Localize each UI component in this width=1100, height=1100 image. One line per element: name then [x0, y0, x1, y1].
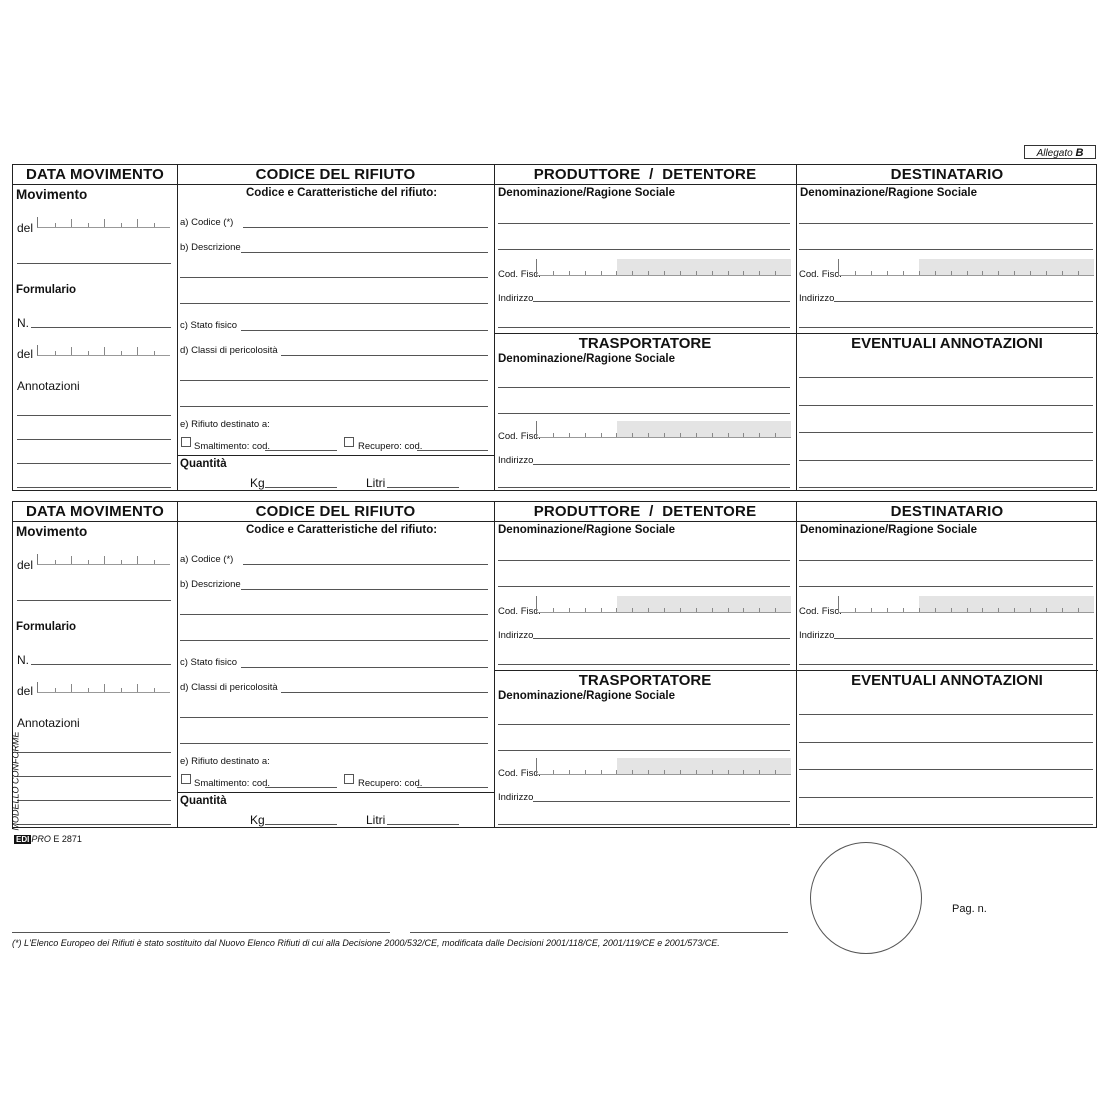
smaltimento-checkbox[interactable]: [181, 437, 191, 447]
trasportatore-indirizzo-field[interactable]: [533, 464, 790, 465]
produttore-indirizzo-label: Indirizzo: [498, 293, 534, 304]
page-number-label: Pag. n.: [952, 903, 987, 915]
allegato-label: Allegato: [1036, 148, 1073, 159]
destinatario-indirizzo-field-2[interactable]: [799, 327, 1093, 328]
allegato-badge: [1024, 145, 1096, 159]
trasportatore-indirizzo-label: Indirizzo: [498, 455, 534, 466]
date-tick: [104, 219, 105, 227]
cf-tick: [951, 271, 952, 275]
cf-tick: [680, 608, 681, 612]
column-divider: [177, 165, 178, 490]
eventuali-annotazioni-line-2[interactable]: [799, 405, 1093, 406]
produttore-codfisc-label: Cod. Fisc.: [498, 606, 541, 617]
cf-tick: [775, 433, 776, 437]
kg-label: Kg: [250, 476, 265, 490]
movimento-date-field[interactable]: [37, 217, 170, 228]
cf-tick: [998, 608, 999, 612]
cf-tick: [648, 433, 649, 437]
formulario-date-field[interactable]: [37, 345, 170, 356]
cf-tick: [553, 433, 554, 437]
cf-tick: [728, 433, 729, 437]
cf-tick: [712, 770, 713, 774]
destinatario-codfisc-field[interactable]: [838, 259, 1094, 276]
cf-tick: [664, 770, 665, 774]
recupero-checkbox[interactable]: [344, 437, 354, 447]
descrizione-field-2[interactable]: [180, 614, 488, 615]
cf-tick: [648, 271, 649, 275]
classi-field[interactable]: [281, 692, 488, 693]
cf-tick: [743, 271, 744, 275]
formulario-number-label: N.: [17, 653, 29, 667]
produttore-denominazione-label: Denominazione/Ragione Sociale: [498, 524, 676, 536]
produttore-denominazione-field-2[interactable]: [498, 586, 790, 587]
date-tick: [71, 219, 72, 227]
codice-caratteristiche-heading: Codice e Caratteristiche del rifiuto:: [246, 187, 438, 199]
recupero-code-field[interactable]: [417, 787, 488, 788]
cf-tick: [712, 608, 713, 612]
cf-tick: [585, 770, 586, 774]
date-tick: [55, 351, 56, 355]
annotazioni-line-2[interactable]: [17, 776, 171, 777]
cf-tick: [855, 271, 856, 275]
produttore-codfisc-field[interactable]: [536, 596, 791, 613]
formulario-number-label: N.: [17, 316, 29, 330]
cf-tick: [1030, 271, 1031, 275]
movement-form-2: [10, 501, 1097, 831]
cf-tick: [601, 271, 602, 275]
recupero-code-field[interactable]: [417, 450, 488, 451]
cf-tick: [696, 608, 697, 612]
eventuali-annotazioni-line-3[interactable]: [799, 769, 1093, 770]
smaltimento-checkbox[interactable]: [181, 774, 191, 784]
cf-tick: [664, 271, 665, 275]
produttore-indirizzo-label: Indirizzo: [498, 630, 534, 641]
trasportatore-codfisc-field[interactable]: [536, 421, 791, 438]
date-tick: [154, 560, 155, 564]
movimento-date-field[interactable]: [37, 554, 170, 565]
produttore-indirizzo-field-2[interactable]: [498, 664, 790, 665]
destinatario-denominazione-field-2[interactable]: [799, 249, 1093, 250]
cf-tick: [1046, 608, 1047, 612]
produttore-codfisc-field[interactable]: [536, 259, 791, 276]
cf-tick: [982, 271, 983, 275]
produttore-indirizzo-field[interactable]: [533, 638, 790, 639]
cf-tick: [569, 271, 570, 275]
annotazioni-line-4[interactable]: [17, 487, 171, 488]
destinatario-denominazione-label: Denominazione/Ragione Sociale: [800, 187, 978, 199]
destinatario-codfisc-field[interactable]: [838, 596, 1094, 613]
column-divider: [796, 165, 797, 490]
cf-tick: [919, 608, 920, 612]
cf-tick: [585, 271, 586, 275]
classi-label: d) Classi di pericolosità: [180, 345, 278, 356]
cf-tick: [680, 770, 681, 774]
destinatario-denominazione-label: Denominazione/Ragione Sociale: [800, 524, 978, 536]
column-divider: [494, 165, 495, 490]
cf-tick: [680, 271, 681, 275]
cf-tick: [1046, 271, 1047, 275]
eventuali-annotazioni-line-4[interactable]: [799, 797, 1093, 798]
cf-tick: [616, 770, 617, 774]
header-produttore: PRODUTTORE / DETENTORE: [533, 503, 757, 520]
cf-tick: [935, 608, 936, 612]
recupero-checkbox[interactable]: [344, 774, 354, 784]
cf-tick: [616, 433, 617, 437]
cf-tick: [696, 271, 697, 275]
litri-field[interactable]: [387, 824, 459, 825]
cf-tick: [585, 608, 586, 612]
cf-tick: [775, 271, 776, 275]
trasportatore-denominazione-label: Denominazione/Ragione Sociale: [498, 353, 676, 365]
logo-brand: PRO: [31, 834, 51, 844]
cf-tick: [759, 770, 760, 774]
cf-tick: [967, 608, 968, 612]
footnote-rule-left: [12, 932, 390, 933]
classi-field-3[interactable]: [180, 406, 488, 407]
date-tick: [71, 684, 72, 692]
quantita-divider: [177, 455, 494, 456]
descrizione-label: b) Descrizione: [180, 242, 241, 253]
cf-tick: [1062, 271, 1063, 275]
cf-tick: [1062, 608, 1063, 612]
annotazioni-line-2[interactable]: [17, 439, 171, 440]
date-tick: [104, 347, 105, 355]
header-eventuali-annotazioni: EVENTUALI ANNOTAZIONI: [851, 335, 1043, 352]
codice-field[interactable]: [243, 564, 488, 565]
cf-tick: [553, 770, 554, 774]
trasportatore-denominazione-field-2[interactable]: [498, 750, 790, 751]
quantita-label: Quantità: [180, 458, 227, 470]
descrizione-field-3[interactable]: [180, 640, 488, 641]
destinato-label: e) Rifiuto destinato a:: [180, 756, 270, 767]
cf-tick: [728, 770, 729, 774]
cf-tick: [569, 770, 570, 774]
eventuali-annotazioni-line-2[interactable]: [799, 742, 1093, 743]
date-tick: [121, 688, 122, 692]
formulario-label: Formulario: [16, 284, 77, 296]
movimento-del-label: del: [17, 558, 34, 572]
cf-shade: [919, 596, 1094, 612]
annotazioni-label: Annotazioni: [17, 379, 80, 393]
quantita-divider: [177, 792, 494, 793]
trasportatore-codfisc-field[interactable]: [536, 758, 791, 775]
date-tick: [154, 688, 155, 692]
header-trasportatore: TRASPORTATORE: [578, 335, 712, 352]
date-tick: [55, 688, 56, 692]
destinatario-indirizzo-field[interactable]: [834, 301, 1093, 302]
destinatario-denominazione-field[interactable]: [799, 560, 1093, 561]
header-data-movimento: DATA MOVIMENTO: [25, 166, 165, 183]
header-codice-rifiuto: CODICE DEL RIFIUTO: [255, 166, 416, 183]
annotazioni-line-1[interactable]: [17, 415, 171, 416]
classi-label: d) Classi di pericolosità: [180, 682, 278, 693]
codice-caratteristiche-heading: Codice e Caratteristiche del rifiuto:: [246, 524, 438, 536]
stato-fisico-field[interactable]: [241, 330, 488, 331]
destinatario-denominazione-field[interactable]: [799, 223, 1093, 224]
classi-field-3[interactable]: [180, 743, 488, 744]
cf-tick: [616, 608, 617, 612]
column-divider: [177, 502, 178, 827]
header-trasportatore: TRASPORTATORE: [578, 672, 712, 689]
eventuali-annotazioni-line-4[interactable]: [799, 460, 1093, 461]
cf-shade: [919, 259, 1094, 275]
cf-tick: [616, 271, 617, 275]
cf-tick: [871, 608, 872, 612]
formulario-date-field[interactable]: [37, 682, 170, 693]
cf-tick: [553, 271, 554, 275]
date-tick: [121, 351, 122, 355]
trasportatore-denominazione-field[interactable]: [498, 387, 790, 388]
cf-tick: [775, 770, 776, 774]
modello-conforme-label: MODELLO CONFORME: [10, 731, 21, 831]
eventuali-annotazioni-line-5[interactable]: [799, 824, 1093, 825]
lower-section-divider: [494, 333, 1098, 334]
stamp-circle: [810, 842, 922, 954]
trasportatore-codfisc-label: Cod. Fisc.: [498, 431, 541, 442]
cf-tick: [1014, 271, 1015, 275]
allegato-letter: B: [1075, 147, 1084, 159]
codice-field[interactable]: [243, 227, 488, 228]
cf-tick: [982, 608, 983, 612]
destinatario-codfisc-label: Cod. Fisc.: [799, 269, 842, 280]
codice-label: a) Codice (*): [180, 217, 234, 228]
recupero-label: Recupero: cod.: [358, 778, 423, 789]
destinatario-codfisc-label: Cod. Fisc.: [799, 606, 842, 617]
trasportatore-indirizzo-field-2[interactable]: [498, 487, 790, 488]
date-tick: [71, 556, 72, 564]
cf-tick: [728, 271, 729, 275]
destinatario-indirizzo-field-2[interactable]: [799, 664, 1093, 665]
codice-label: a) Codice (*): [180, 554, 234, 565]
cf-tick: [632, 608, 633, 612]
movimento-label: Movimento: [16, 187, 88, 202]
smaltimento-code-field[interactable]: [265, 787, 337, 788]
cf-tick: [680, 433, 681, 437]
header-divider: [13, 521, 1096, 522]
cf-tick: [759, 608, 760, 612]
annotazioni-line-3[interactable]: [17, 800, 171, 801]
cf-tick: [743, 608, 744, 612]
trasportatore-denominazione-field-2[interactable]: [498, 413, 790, 414]
date-tick: [154, 351, 155, 355]
header-data-movimento: DATA MOVIMENTO: [25, 503, 165, 520]
formulario-del-label: del: [17, 684, 34, 698]
descrizione-field[interactable]: [241, 252, 488, 253]
cf-shade: [617, 259, 791, 275]
date-tick: [71, 347, 72, 355]
stato-fisico-label: c) Stato fisico: [180, 320, 238, 331]
smaltimento-label: Smaltimento: cod.: [194, 778, 271, 789]
cf-tick: [1014, 608, 1015, 612]
date-tick: [55, 223, 56, 227]
kg-field[interactable]: [265, 487, 337, 488]
trasportatore-denominazione-label: Denominazione/Ragione Sociale: [498, 690, 676, 702]
trasportatore-denominazione-field[interactable]: [498, 724, 790, 725]
column-divider: [796, 502, 797, 827]
cf-tick: [696, 433, 697, 437]
cf-tick: [1078, 608, 1079, 612]
cf-tick: [601, 770, 602, 774]
cf-tick: [712, 433, 713, 437]
header-eventuali-annotazioni: EVENTUALI ANNOTAZIONI: [851, 672, 1043, 689]
movimento-del-label: del: [17, 221, 34, 235]
header-destinatario: DESTINATARIO: [890, 503, 1004, 520]
date-tick: [137, 556, 138, 564]
cf-tick: [743, 433, 744, 437]
produttore-codfisc-label: Cod. Fisc.: [498, 269, 541, 280]
cf-tick: [759, 271, 760, 275]
cf-tick: [743, 770, 744, 774]
smaltimento-code-field[interactable]: [265, 450, 337, 451]
cf-tick: [728, 608, 729, 612]
cf-tick: [871, 271, 872, 275]
eventuali-annotazioni-line-3[interactable]: [799, 432, 1093, 433]
cf-tick: [967, 271, 968, 275]
cf-tick: [648, 608, 649, 612]
cf-tick: [935, 271, 936, 275]
litri-label: Litri: [366, 813, 386, 827]
cf-tick: [1078, 271, 1079, 275]
descrizione-field[interactable]: [241, 589, 488, 590]
eventuali-annotazioni-line-1[interactable]: [799, 377, 1093, 378]
cf-shade: [617, 596, 791, 612]
eventuali-annotazioni-line-5[interactable]: [799, 487, 1093, 488]
form-code: E 2871: [53, 834, 82, 844]
formulario-number-field[interactable]: [31, 327, 171, 328]
produttore-denominazione-label: Denominazione/Ragione Sociale: [498, 187, 676, 199]
cf-tick: [632, 770, 633, 774]
trasportatore-indirizzo-field-2[interactable]: [498, 824, 790, 825]
date-tick: [88, 688, 89, 692]
produttore-indirizzo-field[interactable]: [533, 301, 790, 302]
litri-field[interactable]: [387, 487, 459, 488]
cf-tick: [951, 608, 952, 612]
header-produttore: PRODUTTORE / DETENTORE: [533, 166, 757, 183]
produttore-denominazione-field-2[interactable]: [498, 249, 790, 250]
classi-field-2[interactable]: [180, 717, 488, 718]
date-tick: [121, 560, 122, 564]
cf-tick: [664, 433, 665, 437]
trasportatore-codfisc-label: Cod. Fisc.: [498, 768, 541, 779]
cf-tick: [601, 433, 602, 437]
destinatario-indirizzo-label: Indirizzo: [799, 293, 835, 304]
classi-field-2[interactable]: [180, 380, 488, 381]
header-codice-rifiuto: CODICE DEL RIFIUTO: [255, 503, 416, 520]
cf-shade: [617, 421, 791, 437]
cf-tick: [998, 271, 999, 275]
date-tick: [137, 347, 138, 355]
header-destinatario: DESTINATARIO: [890, 166, 1004, 183]
cf-shade: [617, 758, 791, 774]
trasportatore-indirizzo-field[interactable]: [533, 801, 790, 802]
kg-label: Kg: [250, 813, 265, 827]
date-tick: [137, 684, 138, 692]
cf-tick: [919, 271, 920, 275]
cf-tick: [696, 770, 697, 774]
date-tick: [104, 684, 105, 692]
logo-block: EDI: [16, 835, 30, 844]
cf-tick: [1030, 608, 1031, 612]
recupero-label: Recupero: cod.: [358, 441, 423, 452]
cf-tick: [601, 608, 602, 612]
footnote-rule-right: [410, 932, 788, 933]
date-tick: [121, 223, 122, 227]
cf-tick: [585, 433, 586, 437]
cf-tick: [712, 271, 713, 275]
formulario-number-field[interactable]: [31, 664, 171, 665]
cf-tick: [759, 433, 760, 437]
movimento-label: Movimento: [16, 524, 88, 539]
destinato-label: e) Rifiuto destinato a:: [180, 419, 270, 430]
movement-form-1: [12, 164, 1097, 491]
produttore-denominazione-field[interactable]: [498, 223, 790, 224]
destinatario-indirizzo-label: Indirizzo: [799, 630, 835, 641]
cf-tick: [648, 770, 649, 774]
header-divider: [13, 184, 1096, 185]
annotazioni-line-1[interactable]: [17, 752, 171, 753]
formulario-del-label: del: [17, 347, 34, 361]
lower-section-divider: [494, 670, 1098, 671]
descrizione-field-3[interactable]: [180, 303, 488, 304]
kg-field[interactable]: [265, 824, 337, 825]
annotazioni-line-3[interactable]: [17, 463, 171, 464]
cf-tick: [775, 608, 776, 612]
date-tick: [88, 351, 89, 355]
litri-label: Litri: [366, 476, 386, 490]
column-divider: [494, 502, 495, 827]
descrizione-field-2[interactable]: [180, 277, 488, 278]
produttore-denominazione-field[interactable]: [498, 560, 790, 561]
date-tick: [88, 560, 89, 564]
footnote: (*) L'Elenco Europeo dei Rifiuti è stato sostituito dal Nuovo Elenco Rifiuti di cui alla Decisione 2000/532/CE, modificata dalle Decisioni 2001/118/CE, 2001/119/CE e 2001/573/CE.: [12, 938, 720, 948]
cf-tick: [553, 608, 554, 612]
annotazioni-line-4[interactable]: [17, 824, 171, 825]
destinatario-denominazione-field-2[interactable]: [799, 586, 1093, 587]
produttore-indirizzo-field-2[interactable]: [498, 327, 790, 328]
destinatario-indirizzo-field[interactable]: [834, 638, 1093, 639]
cf-tick: [855, 608, 856, 612]
date-tick: [104, 556, 105, 564]
cf-tick: [903, 271, 904, 275]
cf-tick: [569, 433, 570, 437]
movimento-extra-line[interactable]: [17, 263, 171, 264]
cf-tick: [903, 608, 904, 612]
descrizione-label: b) Descrizione: [180, 579, 241, 590]
cf-tick: [632, 271, 633, 275]
smaltimento-label: Smaltimento: cod.: [194, 441, 271, 452]
publisher-logo: [14, 834, 82, 844]
cf-tick: [664, 608, 665, 612]
date-tick: [154, 223, 155, 227]
quantita-label: Quantità: [180, 795, 227, 807]
cf-tick: [632, 433, 633, 437]
cf-tick: [887, 271, 888, 275]
annotazioni-label: Annotazioni: [17, 716, 80, 730]
trasportatore-indirizzo-label: Indirizzo: [498, 792, 534, 803]
stato-fisico-label: c) Stato fisico: [180, 657, 238, 668]
movimento-extra-line[interactable]: [17, 600, 171, 601]
date-tick: [88, 223, 89, 227]
cf-tick: [569, 608, 570, 612]
classi-field[interactable]: [281, 355, 488, 356]
date-tick: [137, 219, 138, 227]
eventuali-annotazioni-line-1[interactable]: [799, 714, 1093, 715]
cf-tick: [887, 608, 888, 612]
date-tick: [55, 560, 56, 564]
formulario-label: Formulario: [16, 621, 77, 633]
stato-fisico-field[interactable]: [241, 667, 488, 668]
